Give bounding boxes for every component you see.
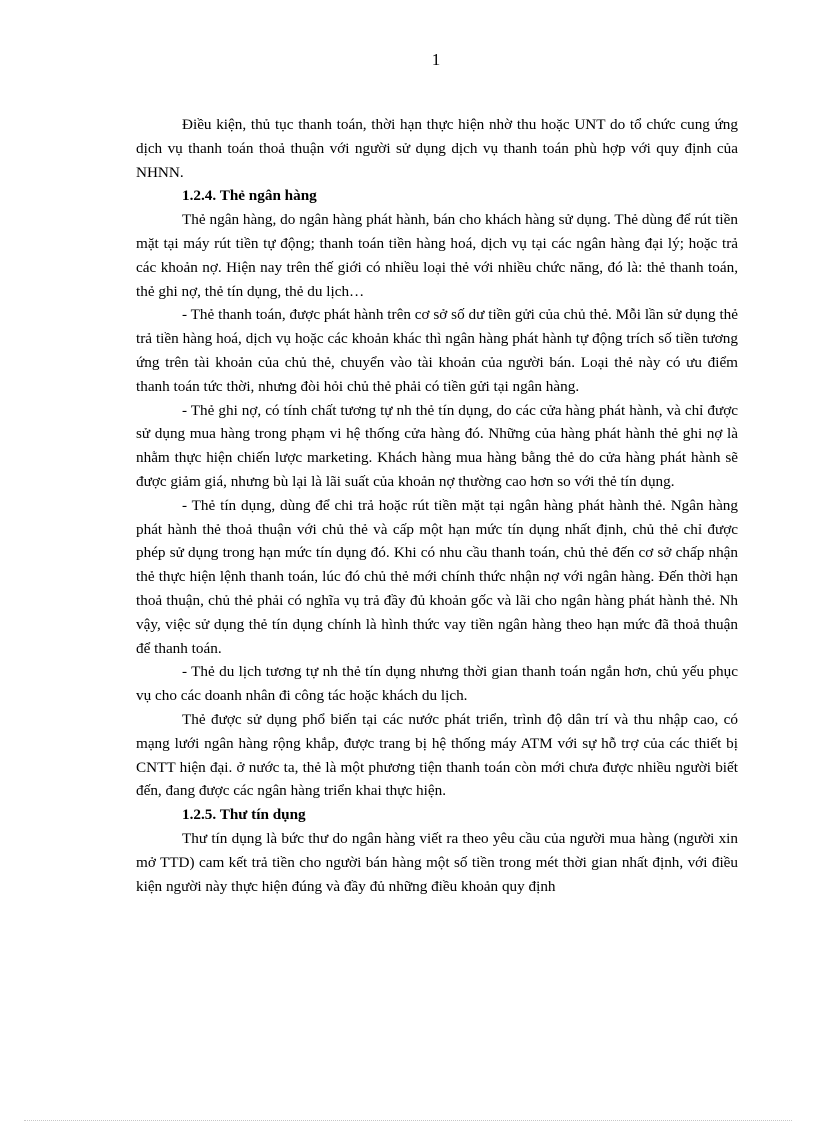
paragraph-debit-card: - Thẻ ghi nợ, có tính chất tương tự nh thẻ tín dụng, do các cửa hàng phát hành, và chỉ được sử dụng mua hàng trong phạm vi hệ thống cửa hàng đó. Những của hàng phát hành thẻ ghi nợ là nhằm thực hiện chiến lược marketing. Khách hàng mua hàng bằng thẻ do cửa hàng phát hành sẽ được giảm giá, nhưng bù lại là lãi suất của khoản nợ thường cao hơn so với thẻ tín dụng. xyxy=(136,401,738,490)
section-heading-letter-of-credit: 1.2.5. Thư tín dụng xyxy=(182,806,306,824)
section-heading-bank-card: 1.2.4. Thẻ ngân hàng xyxy=(182,187,317,205)
paragraph-credit-card: - Thẻ tín dụng, dùng để chi trả hoặc rút tiền mặt tại ngân hàng phát hành thẻ. Ngân hàng phát hành thẻ thoả thuận với chủ thẻ và cấp một hạn mức tín dụng nhất định, chủ thẻ chỉ được phép sử dụng trong hạn mức tín dụng đó. Khi có nhu cầu thanh toán, chủ thẻ đến cơ sở chấp nhận thẻ thực hiện lệnh thanh toán, lúc đó chủ thẻ mới chính thức nhận nợ với ngân hàng. Đến thời hạn thoả thuận, chủ thẻ phải có nghĩa vụ trả đầy đủ khoản gốc và lãi cho ngân hàng phát hành thẻ. Nh vậy, việc sử dụng thẻ tín dụng chính là hình thức vay tiền ngân hàng theo hạn mức đã thoả thuận để thanh toán. xyxy=(136,496,738,657)
paragraph-bank-card-overview: Thẻ ngân hàng, do ngân hàng phát hành, bán cho khách hàng sử dụng. Thẻ dùng để rút tiền mặt tại máy rút tiền tự động; thanh toán tiền hàng hoá, dịch vụ tại các ngân hàng đại lý; hoặc trả các khoản nợ. Hiện nay trên thế giới có nhiều loại thẻ với nhiều chức năng, đó là: thẻ thanh toán, thẻ ghi nợ, thẻ tín dụng, thẻ du lịch… xyxy=(136,211,738,300)
paragraph-travel-card: - Thẻ du lịch tương tự nh thẻ tín dụng nhưng thời gian thanh toán ngắn hơn, chủ yếu phục vụ cho các doanh nhân đi công tác hoặc khách du lịch. xyxy=(136,663,738,705)
paragraph-payment-card: - Thẻ thanh toán, được phát hành trên cơ sở số dư tiền gửi của chủ thẻ. Mỗi lần sử dụng thẻ trả tiền hàng hoá, dịch vụ hoặc các khoản khác thì ngân hàng phát hành tự động trích số tiền tương ứng trên tài khoản của chủ thẻ, chuyển vào tài khoản của người bán. Loại thẻ này có ưu điểm thanh toán tức thời, nhưng đòi hỏi chủ thẻ phải có tiền gửi tại ngân hàng. xyxy=(136,306,738,395)
document-body xyxy=(136,113,738,898)
page-bottom-divider xyxy=(24,1120,792,1121)
paragraph-card-usage: Thẻ được sử dụng phổ biến tại các nước phát triển, trình độ dân trí và thu nhập cao, có mạng lưới ngân hàng rộng khắp, được trang bị hệ thống máy ATM với sự hỗ trợ của các thiết bị CNTT hiện đại. ở nước ta, thẻ là một phương tiện thanh toán còn mới chưa được nhiều người biết đến, đang được các ngân hàng triển khai thực hiện. xyxy=(136,710,738,800)
paragraph-intro: Điều kiện, thủ tục thanh toán, thời hạn thực hiện nhờ thu hoặc UNT do tổ chức cung ứng dịch vụ thanh toán thoả thuận với người sử dụng dịch vụ thanh toán phù hợp với quy định của NHNN. xyxy=(136,116,738,181)
page-number: 1 xyxy=(431,50,441,69)
paragraph-letter-of-credit: Thư tín dụng là bức thư do ngân hàng viết ra theo yêu cầu của người mua hàng (người xin mở TTD) cam kết trả tiền cho người bán hàng một số tiền trong mét thời gian nhất định, với điều kiện người này thực hiện đúng và đầy đủ những điều khoản quy định xyxy=(136,829,738,895)
